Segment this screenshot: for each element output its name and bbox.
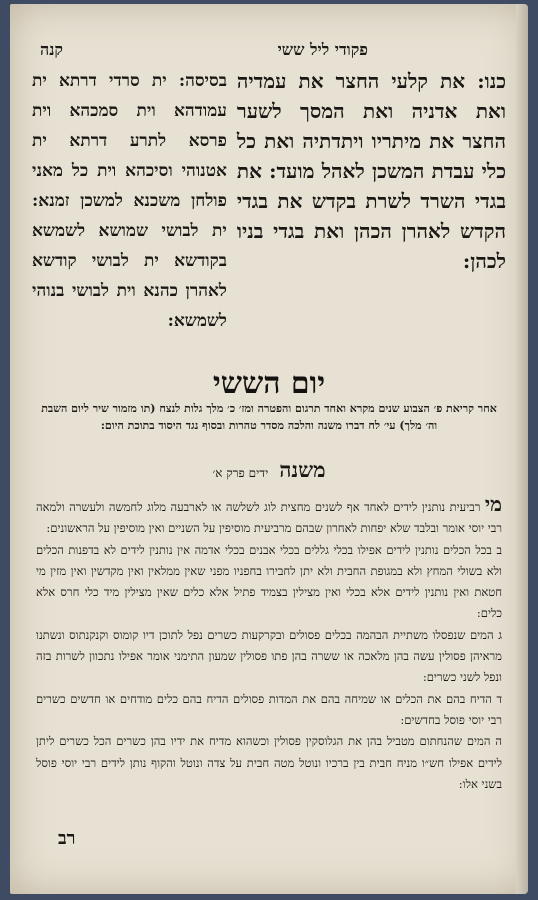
section-title: יום הששי [212,366,326,401]
page-gutter [516,4,528,894]
section-intro: אחר קריאת פ׳ הצבוע שנים מקרא ואחד תרגום והפטרה ומז׳ כ׳ מלך גלות לנצח (תו מזמור שיר ליום השבת וה׳ מלך) עי׳ לח דברו משנה והלכה מסדר טהרות ובסוף נגד היסוד בתוכת היום: [41,402,497,432]
scripture-column [237,66,506,356]
mishnah-paragraph: ב בכל הכלים נותנין לידים אפילו בכלי גללים בכלי אבנים בכלי אדמה אין נותנין לידים לא בדפנות הכלים ולא בשולי המחץ ולא במגופת החבית ולא יתן לחבירו בחפניו מפני שאין ממלאין ואין מקדשין ואין מזין מי חטאת ואין נותנין לידים אלא בכלי ואין מצילין בצמיד פתיל אלא כלים שאין מצילין מיד כלי חרס אלא כלים: [36,542,502,621]
mishnah-title: משנה [279,457,326,482]
scripture-text: כנו: את קלעי החצר את עמדיה ואת אדניה ואת המסך לשער החצר את מיתריו ויתדתיה ואת כל כלי עבדת המשכן לאהל מועד: את בגדי השרד לשרת בקדש את בגדי הקדש לאהרן הכהן ואת בגדי בניו לכהן: [236,69,506,273]
mishnah-reference: ידים פרק א׳ [212,466,269,480]
running-header [40,40,498,60]
book-page [10,4,528,894]
targum-column [32,66,227,356]
parallel-text [32,66,506,356]
mishnah-lead-word: מי [484,492,502,516]
targum-text: בסיסה: ית סרדי דרתא ית עמודהא וית סמכהא וית פרסא לתרע דרתא ית אטנוהי וסיכהא וית כל מאני פולחן משכנא למשכן זמנא: ית לבושי שמושא לשמשא בקודשא ית לבושי קודשא לאהרן כהנא וית לבושי בנוהי לשמשא: [32,71,227,331]
mishnah-paragraph-text: רביעית נותנין לידים לאחד אף לשנים מחצית לוג לשלשה או לארבעה מלוג לחמשה ולעשרה ולמאה רבי יוסי אומר ובלבד שלא יפחות לאחרון שבהם מרביעית מוסיפין על השניים ואין מוסיפין על הראשונים: [36,500,502,536]
mishnah-paragraph: ה המים שהנחתום מטביל בהן את הגלוסקין פסולין וכשהוא מדיח את ידיו בהן כשרים הכל כשרים ליתן לידים אפילו חש״ו מניח חבית בין ברכיו ונוטל מטה חבית על צדה ונוטל והקוף נותן לידים רבי יוסי פוסל בשני אלו: [36,734,502,791]
page-number: קנה [40,40,63,59]
mishnah-heading [10,457,528,483]
mishnah-paragraph [36,494,502,540]
mishnah-paragraph: ג המים שנפסלו משתיית הבהמה בכלים פסולים ובקרקעות כשרים נפל לתוכן דיו קומוס וקנקנתוס ונשתנו מראיהן פסולין עשה בהן מלאכה או ששרה בהן פתו פסולין שמעון התימני אומר אפילו נתכוון לשרות בזה ונפל לשני כשרים: [36,627,502,685]
signature-mark: רב [58,828,76,849]
mishnah-body [36,494,502,795]
mishnah-paragraph: ד הדיח בהם את הכלים או שמיחה בהם את המדות פסולים הדיח בהם כלים מודחים או חדשים כשרים רבי יוסי פוסל בחדשים: [36,691,502,727]
running-title: פקודי ליל ששי [277,40,368,59]
